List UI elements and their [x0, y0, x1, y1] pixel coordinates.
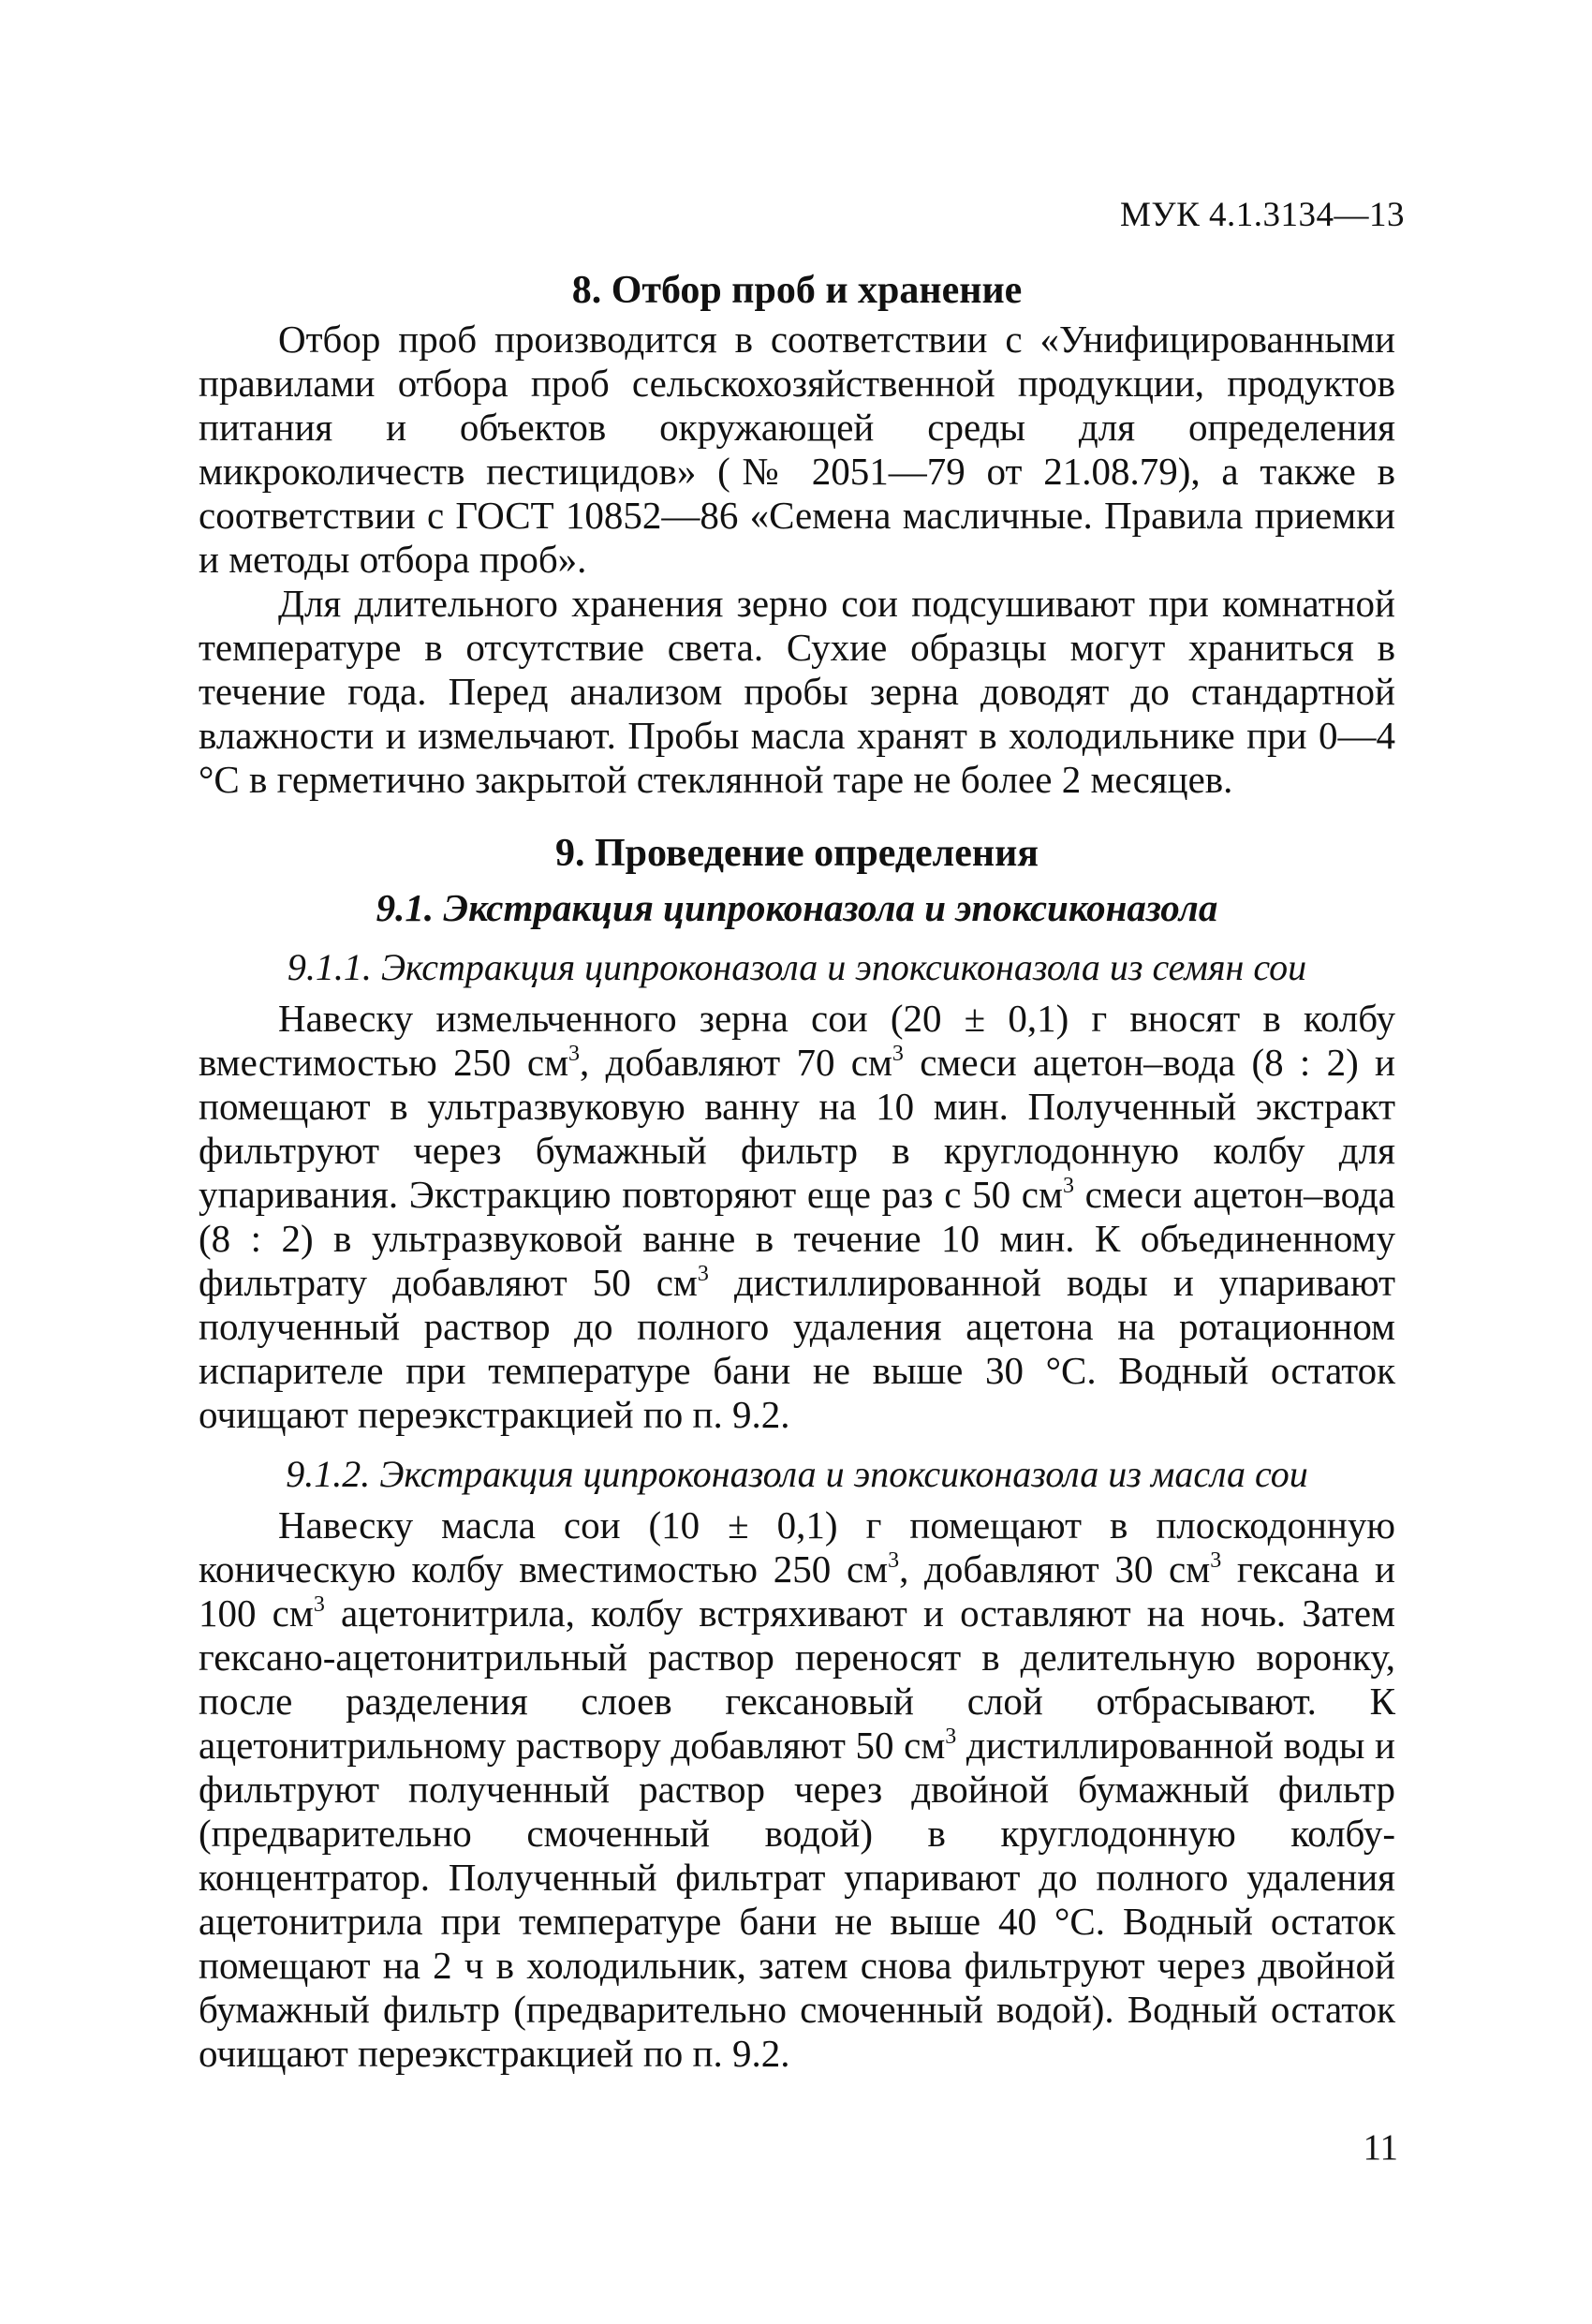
section-9-title: 9. Проведение определения: [554, 832, 1039, 875]
section-8-paragraph-2: Для длительного хранения зерно сои подсушивают при комнатной температуре в отсутствие света. Сухие образцы могут храниться в течение года. Перед анализом пробы зерна доводят до стандартной влажности и измельчают. Пробы масла хранят в холодильнике при 0—4 °С в герметично закрытой стеклянной таре не более 2 месяцев.: [199, 582, 1395, 801]
text-run: гексана и 100 см: [199, 1547, 1395, 1635]
page-content: [199, 267, 1395, 2076]
superscript: 3: [1062, 1174, 1074, 1198]
superscript: 3: [313, 1592, 325, 1617]
subsection-9-1-1-paragraph: [199, 997, 1395, 1437]
text-run: , добавляют 30 см: [899, 1547, 1211, 1591]
document-code-header: МУК 4.1.3134—13: [1119, 196, 1405, 234]
superscript: 3: [568, 1042, 581, 1066]
text-run: дистиллированной воды и фильтруют полученный раствор через двойной бумажный фильтр (предварительно смоченный водой) в круглодонную колбу-концентратор. Полученный фильтрат упаривают до полного удаления ацетонитрила при температуре бани не выше 40 °С. Водный остаток помещают на 2 ч в холодильник, затем снова фильтруют через двойной бумажный фильтр (предварительно смоченный водой). Водный остаток очищают переэкстракцией по п. 9.2.: [199, 1724, 1395, 2075]
text-run: Навеску масла сои (10 ± 0,1) г помещают в плоскодонную коническую колбу вместимостью 250 см: [199, 1503, 1395, 1591]
superscript: 3: [697, 1262, 709, 1286]
superscript: 3: [1210, 1548, 1222, 1573]
superscript: 3: [945, 1724, 957, 1749]
superscript: 3: [888, 1548, 900, 1573]
page-number: 11: [1363, 2127, 1398, 2168]
subsection-9-1-1-title: 9.1.1. Экстракция ципроконазола и эпоксиконазола из семян сои: [287, 946, 1307, 988]
superscript: 3: [892, 1042, 904, 1066]
text-run: , добавляют 70 см: [580, 1041, 892, 1084]
text-run: смеси ацетон–вода (8 : 2) и помещают в ультразвуковую ванну на 10 мин. Полученный экстракт фильтруют через бумажный фильтр в круглодонную колбу для упаривания. Экстракцию повторяют еще раз с 50 см: [199, 1041, 1395, 1216]
text-run: дистиллированной воды и упаривают полученный раствор до полного удаления ацетона на ротационном испарителе при температуре бани не выше 30 °С. Водный остаток очищают переэкстракцией по п. 9.2.: [199, 1261, 1395, 1436]
section-8-paragraph-1: Отбор проб производится в соответствии с «Унифицированными правилами отбора проб сельскохозяйственной продукции, продуктов питания и объектов окружающей среды для определения микроколичеств пестицидов» (№ 2051—79 от 21.08.79), а также в соответствии с ГОСТ 10852—86 «Семена масличные. Правила приемки и методы отбора проб».: [199, 318, 1395, 581]
text-run: ацетонитрила, колбу встряхивают и оставляют на ночь. Затем гексано-ацетонитрильный раствор переносят в делительную воронку, после разделения слоев гексановый слой отбрасывают. К ацетонитрильному раствору добавляют 50 см: [199, 1591, 1395, 1767]
subsection-9-1-2-paragraph: [199, 1503, 1395, 2076]
text-run: смеси ацетон–вода (8 : 2) в ультразвуковой ванне в течение 10 мин. К объединенному фильтрату добавляют 50 см: [199, 1173, 1395, 1304]
text-run: Навеску измельченного зерна сои (20 ± 0,1) г вносят в колбу вместимостью 250 см: [199, 997, 1395, 1084]
section-8-title: 8. Отбор проб и хранение: [571, 269, 1023, 312]
subsection-9-1-2-title: 9.1.2. Экстракция ципроконазола и эпоксиконазола из масла сои: [286, 1453, 1308, 1495]
subsection-9-1-title: 9.1. Экстракция ципроконазола и эпоксиконазола: [376, 886, 1218, 929]
